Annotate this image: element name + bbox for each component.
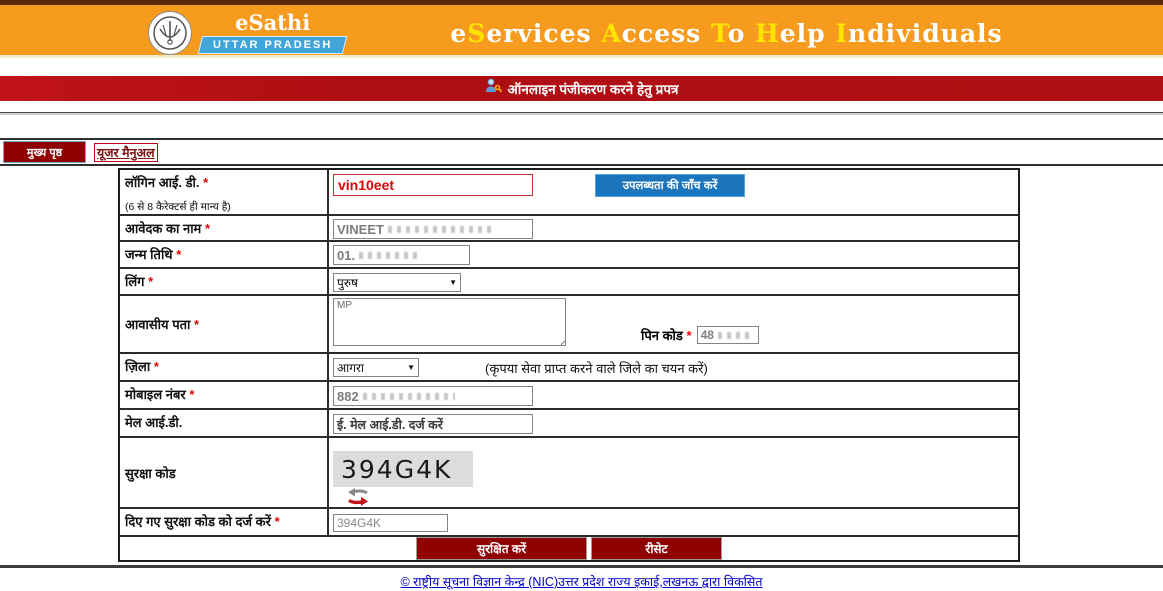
divider	[0, 565, 1163, 568]
captcha-code: 394G4K	[341, 454, 453, 484]
row-mobile: मोबाइल नंबर * 882	[120, 382, 1018, 410]
captcha-image	[333, 451, 473, 487]
district-value: आगरा	[337, 361, 365, 375]
header	[0, 5, 1163, 58]
divider	[0, 112, 1163, 115]
district-label: ज़िला	[125, 359, 151, 374]
home-button[interactable]: मुख्य पृष्ठ	[3, 141, 86, 163]
row-district: ज़िला * आगरा ▼ (कृपया सेवा प्राप्त करने वाले जिले का चयन करें)	[120, 354, 1018, 382]
row-gender: लिंग * पुरुष ▼	[120, 269, 1018, 296]
reset-button[interactable]: रीसेट	[591, 537, 722, 560]
address-textarea[interactable]	[333, 298, 566, 346]
row-login-id	[120, 170, 1018, 216]
pincode-label: पिन कोड	[641, 328, 683, 343]
check-availability-button[interactable]: उपलब्धता की जाँच करें	[595, 174, 745, 197]
captcha-entry-value: 394G4K	[337, 516, 382, 530]
logo	[148, 11, 345, 55]
row-captcha-entry: दिए गए सुरक्षा कोड को दर्ज करें * 394G4K	[120, 509, 1018, 537]
banner-title: ऑनलाइन पंजीकरण करने हेतु प्रपत्र	[507, 81, 679, 97]
gender-label: लिंग	[125, 274, 145, 289]
brand-name: eSathi	[235, 10, 311, 35]
mobile-input[interactable]	[333, 386, 533, 406]
site-title: eServices Access To Help Individuals	[450, 19, 1003, 48]
footer	[0, 573, 1163, 591]
row-email	[120, 410, 1018, 438]
mobile-label: मोबाइल नंबर	[125, 387, 186, 402]
gender-select[interactable]	[333, 273, 461, 292]
brand-region: UTTAR PRADESH	[213, 39, 333, 51]
required-star: *	[203, 175, 209, 190]
login-id-label: लॉगिन आई. डी.	[125, 175, 200, 190]
brand-region-ribbon	[198, 36, 348, 54]
login-id-hint: (6 से 8 कैरेक्टर्स ही मान्य है)	[125, 201, 231, 213]
row-address: आवासीय पता * MP पिन कोड * 48	[120, 296, 1018, 354]
applicant-name-label: आवेदक का नाम	[125, 221, 202, 236]
email-input[interactable]	[333, 414, 533, 434]
nic-credit-link[interactable]: © राष्ट्रीय सूचना विज्ञान केन्द्र (NIC)उत्तर प्रदेश राज्य इकाई,लखनऊ द्वारा विकसित	[400, 575, 763, 589]
district-hint: (कृपया सेवा प्राप्त करने वाले जिले का चयन करें)	[485, 361, 708, 376]
email-label: मेल आई.डी.	[125, 415, 183, 430]
navbar	[0, 138, 1163, 166]
redacted-text	[359, 252, 421, 259]
row-applicant-name: आवेदक का नाम * VINEET	[120, 216, 1018, 242]
gender-value: पुरुष	[337, 276, 358, 290]
up-state-emblem-icon	[148, 11, 192, 55]
redacted-text	[388, 226, 496, 233]
captcha-entry-input[interactable]	[333, 514, 448, 532]
address-label: आवासीय पता	[125, 317, 191, 332]
applicant-name-value: VINEET	[337, 221, 384, 237]
applicant-name-input[interactable]	[333, 219, 533, 239]
user-manual-link[interactable]: यूजर मैनुअल	[94, 143, 158, 162]
row-captcha	[120, 438, 1018, 509]
district-select[interactable]	[333, 358, 419, 377]
save-button[interactable]: सुरक्षित करें	[416, 537, 587, 560]
redacted-text	[718, 332, 750, 339]
chevron-down-icon: ▼	[407, 363, 415, 372]
registration-banner	[0, 76, 1163, 101]
dob-input[interactable]	[333, 245, 470, 265]
registration-form	[118, 168, 1020, 562]
mobile-value: 882	[337, 388, 359, 404]
redacted-text	[363, 393, 455, 400]
refresh-captcha-icon[interactable]	[343, 488, 373, 511]
person-key-icon	[485, 78, 502, 99]
captcha-label: सुरक्षा कोड	[125, 465, 176, 481]
dob-value: 01.	[337, 247, 356, 263]
row-dob: जन्म तिथि * 01.	[120, 242, 1018, 269]
chevron-down-icon: ▼	[449, 278, 457, 287]
captcha-entry-label: दिए गए सुरक्षा कोड को दर्ज करें	[125, 514, 271, 529]
dob-label: जन्म तिथि	[125, 247, 173, 262]
pincode-input[interactable]	[697, 326, 759, 344]
email-placeholder: ई. मेल आई.डी. दर्ज करें	[337, 417, 443, 432]
row-buttons	[120, 537, 1018, 560]
pincode-value: 48	[700, 328, 714, 342]
login-id-input[interactable]	[333, 174, 533, 196]
